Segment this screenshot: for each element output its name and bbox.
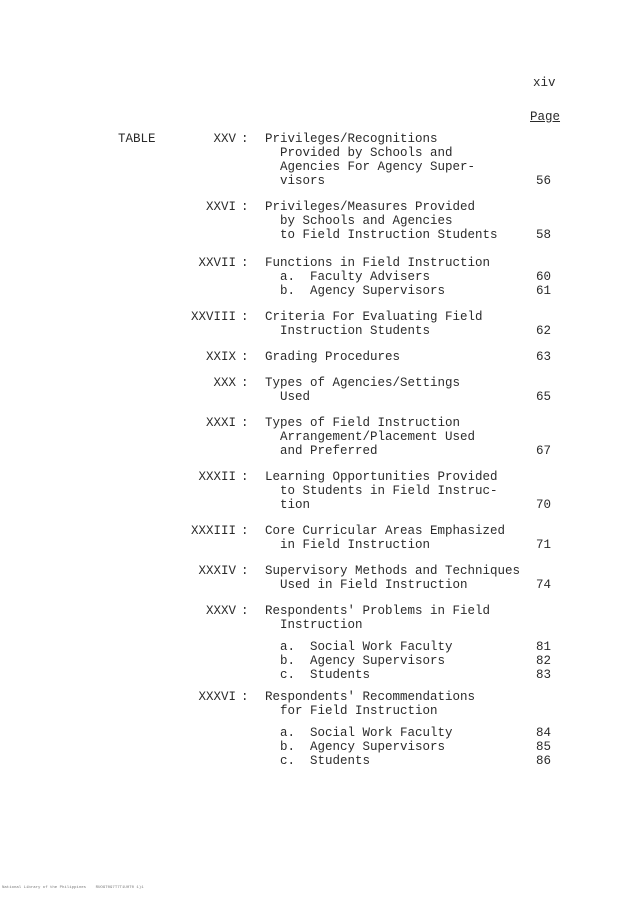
separator-colon: : bbox=[241, 376, 249, 390]
page-ref: 56 bbox=[536, 174, 552, 188]
table-title-line: Types of Field Instruction bbox=[265, 416, 461, 430]
sub-item-page-ref: 83 bbox=[536, 668, 552, 682]
table-title-line: Arrangement/Placement Used bbox=[265, 430, 476, 444]
table-title-line: Used bbox=[265, 390, 311, 404]
separator-colon: : bbox=[241, 132, 249, 146]
table-number: XXIX bbox=[205, 350, 236, 364]
table-number: XXVIII bbox=[190, 310, 236, 324]
sub-item: a. Social Work Faculty bbox=[265, 726, 453, 740]
page-ref: 67 bbox=[536, 444, 552, 458]
table-number: XXXV bbox=[205, 604, 236, 618]
table-title-line: Instruction bbox=[265, 618, 363, 632]
table-title-line: Respondents' Problems in Field bbox=[265, 604, 491, 618]
table-number: XXX bbox=[213, 376, 236, 390]
table-number: XXXVI bbox=[198, 690, 236, 704]
separator-colon: : bbox=[241, 416, 249, 430]
table-number: XXXI bbox=[205, 416, 236, 430]
sub-item: c. Students bbox=[265, 668, 371, 682]
table-title-line: Agencies For Agency Super- bbox=[265, 160, 476, 174]
table-title-line: to Students in Field Instruc- bbox=[265, 484, 498, 498]
separator-colon: : bbox=[241, 524, 249, 538]
table-title-line: Core Curricular Areas Emphasized bbox=[265, 524, 506, 538]
sub-item: a. Social Work Faculty bbox=[265, 640, 453, 654]
table-title-line: by Schools and Agencies bbox=[265, 214, 453, 228]
separator-colon: : bbox=[241, 604, 249, 618]
separator-colon: : bbox=[241, 350, 249, 364]
table-number: XXVI bbox=[205, 200, 236, 214]
sub-item-page-ref: 84 bbox=[536, 726, 552, 740]
separator-colon: : bbox=[241, 564, 249, 578]
table-number: XXV bbox=[213, 132, 236, 146]
table-title-line: Privileges/Recognitions bbox=[265, 132, 438, 146]
table-title-line: Learning Opportunities Provided bbox=[265, 470, 498, 484]
table-title-line: Privileges/Measures Provided bbox=[265, 200, 476, 214]
page-ref: 62 bbox=[536, 324, 552, 338]
table-title-line: in Field Instruction bbox=[265, 538, 431, 552]
table-title-line: visors bbox=[265, 174, 326, 188]
page-ref: 63 bbox=[536, 350, 552, 364]
page-column-header: Page bbox=[530, 110, 561, 124]
table-number: XXXIII bbox=[190, 524, 236, 538]
sub-item-page-ref: 60 bbox=[536, 270, 552, 284]
table-title-line: Respondents' Recommendations bbox=[265, 690, 476, 704]
sub-item: b. Agency Supervisors bbox=[265, 654, 446, 668]
sub-item: c. Students bbox=[265, 754, 371, 768]
table-title-line: tion bbox=[265, 498, 311, 512]
footer-stamp bbox=[2, 886, 144, 891]
footer-library: National Library of the Philippines bbox=[2, 886, 87, 890]
sub-item-page-ref: 85 bbox=[536, 740, 552, 754]
sub-item-page-ref: 61 bbox=[536, 284, 552, 298]
table-title-line: Provided by Schools and bbox=[265, 146, 453, 160]
page-ref: 65 bbox=[536, 390, 552, 404]
separator-colon: : bbox=[241, 690, 249, 704]
table-label: TABLE bbox=[118, 132, 156, 146]
table-title-line: for Field Instruction bbox=[265, 704, 438, 718]
sub-item-page-ref: 86 bbox=[536, 754, 552, 768]
table-title-line: Used in Field Instruction bbox=[265, 578, 468, 592]
footer-code: RUO9T097T7T1U0T0 1)1 bbox=[95, 886, 144, 890]
table-title-line: and Preferred bbox=[265, 444, 378, 458]
sub-item-page-ref: 81 bbox=[536, 640, 552, 654]
table-title-line: Supervisory Methods and Techniques bbox=[265, 564, 521, 578]
sub-item: b. Agency Supervisors bbox=[265, 740, 446, 754]
separator-colon: : bbox=[241, 200, 249, 214]
sub-item: a. Faculty Advisers bbox=[265, 270, 431, 284]
table-title-line: Functions in Field Instruction bbox=[265, 256, 491, 270]
table-title-line: to Field Instruction Students bbox=[265, 228, 498, 242]
table-title-line: Grading Procedures bbox=[265, 350, 401, 364]
table-title-line: Types of Agencies/Settings bbox=[265, 376, 461, 390]
separator-colon: : bbox=[241, 470, 249, 484]
sub-item: b. Agency Supervisors bbox=[265, 284, 446, 298]
sub-item-page-ref: 82 bbox=[536, 654, 552, 668]
page-ref: 74 bbox=[536, 578, 552, 592]
table-number: XXXII bbox=[198, 470, 236, 484]
page-ref: 70 bbox=[536, 498, 552, 512]
page-number: xiv bbox=[533, 76, 556, 90]
page-ref: 71 bbox=[536, 538, 552, 552]
table-number: XXVII bbox=[198, 256, 236, 270]
table-title-line: Instruction Students bbox=[265, 324, 431, 338]
separator-colon: : bbox=[241, 256, 249, 270]
table-title-line: Criteria For Evaluating Field bbox=[265, 310, 483, 324]
page-ref: 58 bbox=[536, 228, 552, 242]
separator-colon: : bbox=[241, 310, 249, 324]
table-number: XXXIV bbox=[198, 564, 236, 578]
